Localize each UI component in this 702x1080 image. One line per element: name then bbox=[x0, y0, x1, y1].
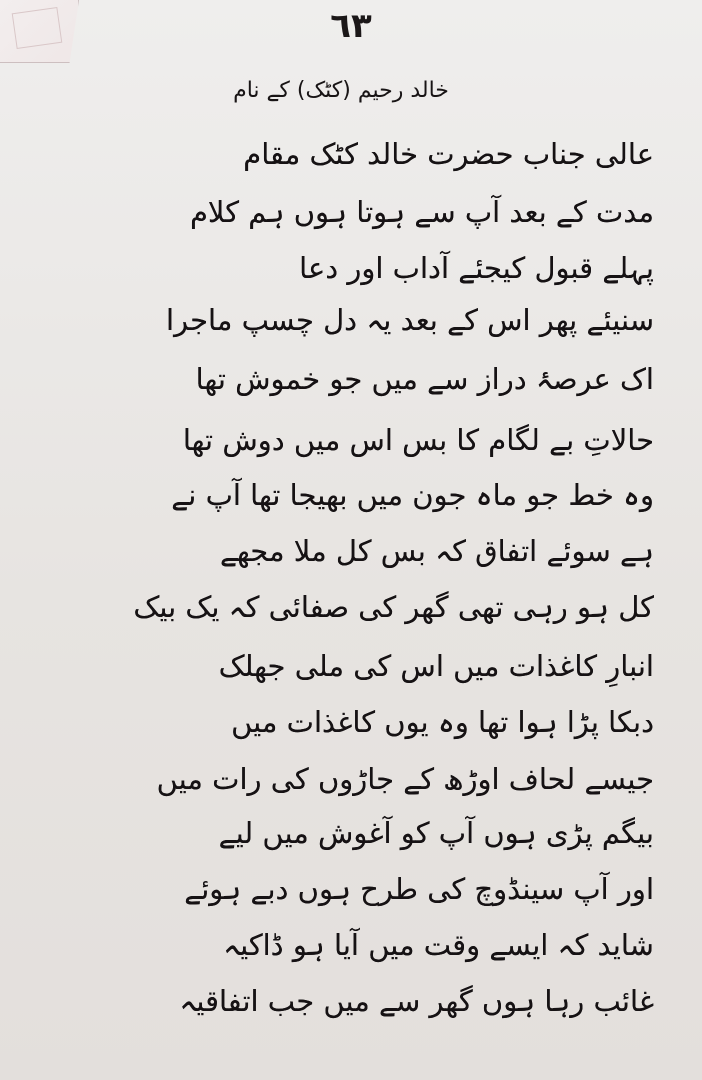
poem-line bbox=[44, 928, 654, 962]
poem-line bbox=[66, 984, 654, 1018]
poem-line bbox=[106, 195, 654, 229]
poem-line-text: سنیئے پھر اس کے بعد یہ دل چسپ ماجرا bbox=[166, 303, 654, 337]
poem-line bbox=[61, 534, 654, 568]
poem-line bbox=[42, 705, 654, 739]
poem-line bbox=[162, 137, 654, 171]
poem-line-text: شاید کہ ایسے وقت میں آیا ہو ڈاکیہ bbox=[223, 928, 654, 962]
poem-line-text: ہے سوئے اتفاق کہ بس کل ملا مجھے bbox=[219, 534, 654, 568]
poem-line bbox=[44, 423, 654, 457]
poem-title: خالد رحیم (کٹک) کے نام bbox=[233, 78, 449, 103]
poem-line bbox=[74, 362, 654, 396]
poem-line-text: کل ہو رہی تھی گھر کی صفائی کہ یک بیک bbox=[133, 590, 654, 624]
poem-line-text: اور آپ سینڈوچ کی طرح ہوں دبے ہوئے bbox=[184, 872, 654, 906]
page-number: ٦٣ bbox=[330, 6, 372, 46]
poem-line bbox=[50, 590, 654, 624]
poem-line bbox=[146, 303, 654, 337]
poem-line-text: پہلے قبول کیجئے آداب اور دعا bbox=[299, 251, 654, 285]
poem-line-text: عالی جناب حضرت خالد کٹک مقام bbox=[243, 137, 654, 171]
poem-line-text: غائب رہا ہوں گھر سے میں جب اتفاقیہ bbox=[179, 984, 654, 1018]
poem-line-text: بیگم پڑی ہوں آپ کو آغوش میں لیے bbox=[218, 816, 654, 850]
poem-line bbox=[91, 762, 654, 796]
poem-line-text: دبکا پڑا ہوا تھا وہ یوں کاغذات میں bbox=[231, 705, 654, 739]
poem-line bbox=[106, 251, 654, 285]
poem-line bbox=[94, 478, 654, 512]
poem-line bbox=[61, 649, 654, 683]
poem-line bbox=[58, 816, 654, 850]
poem-line-text: اک عرصۂ دراز سے میں جو خموش تھا bbox=[195, 362, 654, 396]
poem-line bbox=[104, 872, 654, 906]
poem-line-text: مدت کے بعد آپ سے ہوتا ہوں ہم کلام bbox=[189, 195, 654, 229]
poem-line-text: وہ خط جو ماہ جون میں بھیجا تھا آپ نے bbox=[171, 478, 654, 512]
poem-line-text: انبارِ کاغذات میں اس کی ملی جھلک bbox=[218, 649, 654, 683]
poem-line-text: حالاتِ بے لگام کا بس اس میں دوش تھا bbox=[182, 423, 654, 457]
poem-line-text: جیسے لحاف اوڑھ کے جاڑوں کی رات میں bbox=[156, 762, 654, 796]
